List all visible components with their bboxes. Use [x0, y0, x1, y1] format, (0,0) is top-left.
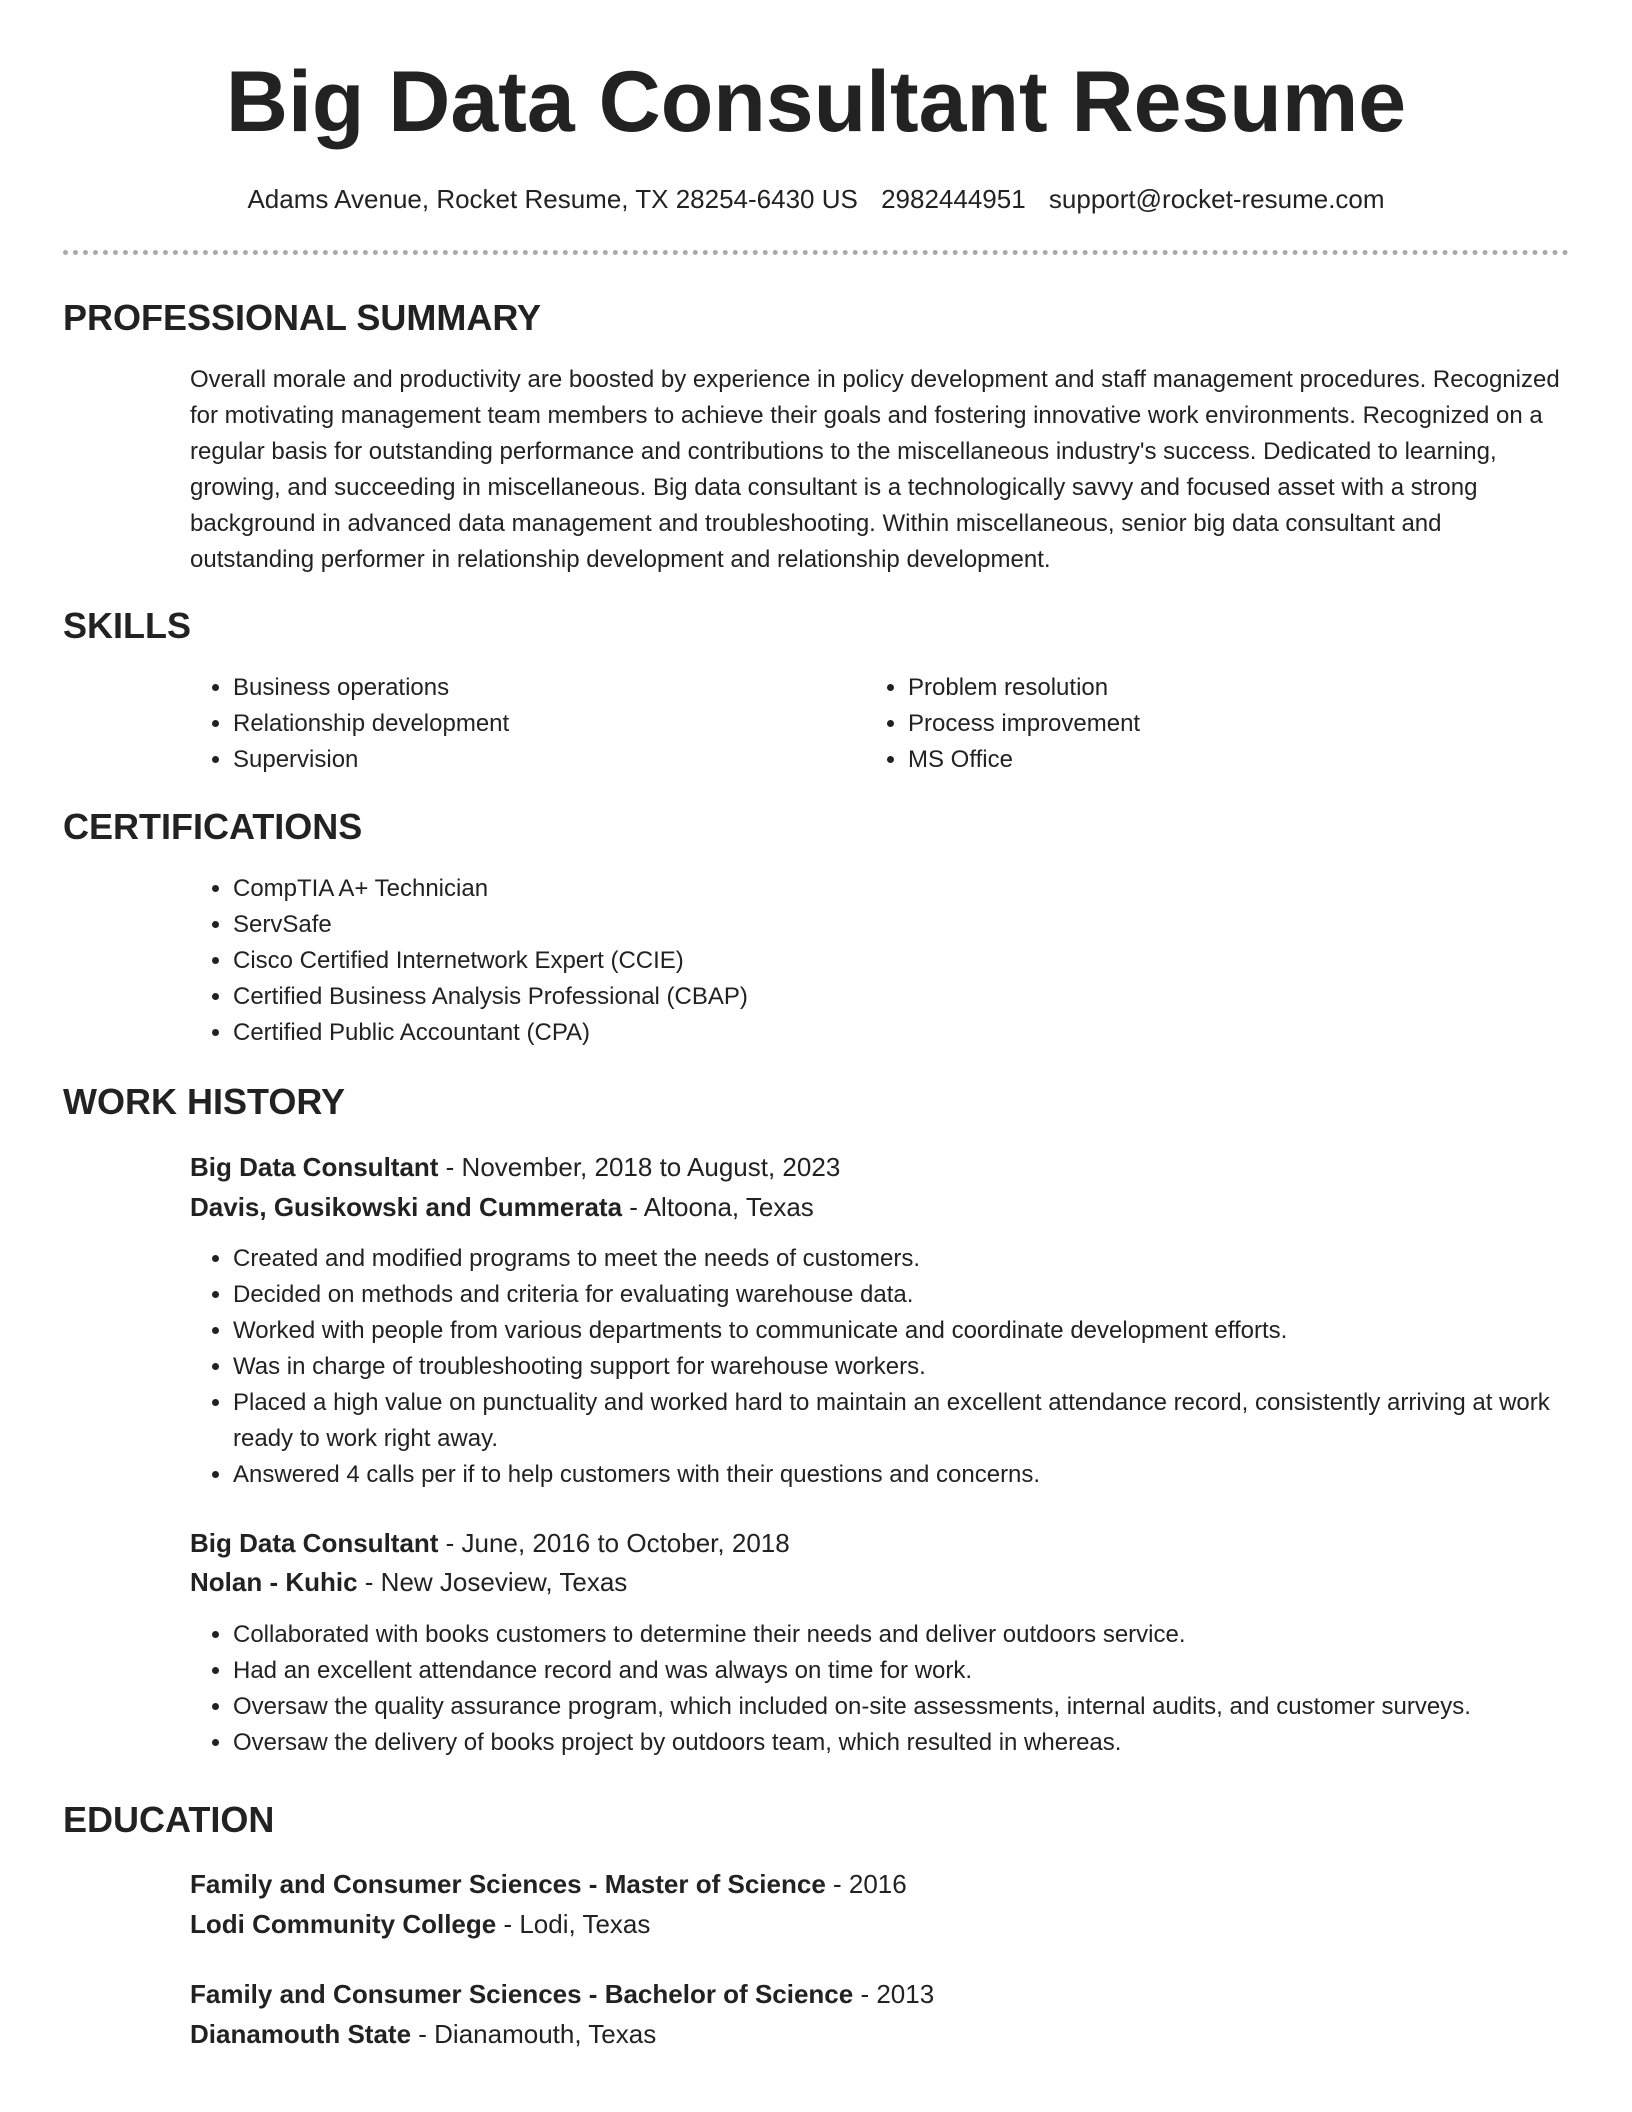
education-location: - Lodi, Texas: [496, 1909, 651, 1939]
job-bullet: • Oversaw the quality assurance program, which included on-site assessments, internal audits, and customer surveys.: [233, 1689, 1613, 1725]
education-degree: Family and Consumer Sciences - Master of Science: [190, 1869, 826, 1899]
education-year: - 2013: [853, 1979, 935, 2009]
job-bullet: • Oversaw the delivery of books project by outdoors team, which resulted in whereas.: [233, 1725, 1613, 1761]
job-dates: - June, 2016 to October, 2018: [438, 1528, 790, 1558]
education-school-line: [190, 1905, 650, 1943]
certifications-heading: CERTIFICATIONS: [63, 806, 363, 847]
job-role: Big Data Consultant: [190, 1152, 439, 1182]
job-bullet: • Answered 4 calls per if to help customers with their questions and concerns.: [233, 1457, 1613, 1493]
certification-item: • Cisco Certified Internetwork Expert (CCIE): [233, 943, 1613, 979]
job-company-line: [190, 1563, 627, 1601]
skill-item: • Process improvement: [908, 706, 1528, 742]
education-school: Dianamouth State: [190, 2019, 412, 2049]
summary-text: Overall morale and productivity are boosted by experience in policy development and staff management procedures. Recognized for motivating management team members to achieve their goals and fostering innovative work environments. Recognized on a regular basis for outstanding performance and contributions to the miscellaneous industry's success. Dedicated to learning, growing, and succeeding in miscellaneous. Big data consultant is a technologically savvy and focused asset with a strong background in advanced data management and troubleshooting. Within miscellaneous, senior big data consultant and outstanding performer in relationship development and relationship development.: [190, 366, 1560, 573]
job-bullets: [190, 1241, 1613, 1493]
job-company: Davis, Gusikowski and Cummerata: [190, 1192, 623, 1222]
job-title-line: [190, 1524, 790, 1562]
contact-address: Adams Avenue, Rocket Resume, TX 28254-6430 US: [247, 184, 858, 214]
job-bullet: • Worked with people from various departments to communicate and coordinate development efforts.: [233, 1313, 1613, 1349]
skill-item: • Business operations: [233, 670, 853, 706]
contact-email: support@rocket-resume.com: [1048, 184, 1385, 214]
education-school-line: [190, 2015, 656, 2053]
skill-item: • Relationship development: [233, 706, 853, 742]
education-location: - Dianamouth, Texas: [411, 2019, 657, 2049]
job-dates: - November, 2018 to August, 2023: [438, 1152, 841, 1182]
education-degree: Family and Consumer Sciences - Bachelor of Science: [190, 1979, 854, 2009]
certification-item: • ServSafe: [233, 907, 1613, 943]
job-title-line: [190, 1148, 840, 1186]
skill-item: • Problem resolution: [908, 670, 1528, 706]
job-company-line: [190, 1188, 814, 1226]
education-degree-line: [190, 1975, 934, 2013]
education-school: Lodi Community College: [190, 1909, 497, 1939]
skills-list-right: [865, 670, 1528, 778]
job-bullets: [190, 1617, 1613, 1761]
certifications-list: [190, 871, 1613, 1051]
header-divider: [63, 250, 1569, 255]
job-bullet: • Decided on methods and criteria for evaluating warehouse data.: [233, 1277, 1613, 1313]
skills-heading: SKILLS: [63, 605, 192, 646]
contact-phone: 2982444951: [881, 184, 1026, 214]
job-bullet: • Collaborated with books customers to determine their needs and deliver outdoors service.: [233, 1617, 1613, 1653]
job-location: - New Joseview, Texas: [357, 1567, 628, 1597]
job-location: - Altoona, Texas: [622, 1192, 814, 1222]
skills-list-left: [190, 670, 853, 778]
work-heading: WORK HISTORY: [63, 1081, 346, 1122]
skill-item: • MS Office: [908, 742, 1528, 778]
contact-line: [0, 182, 1632, 216]
job-role: Big Data Consultant: [190, 1528, 439, 1558]
job-company: Nolan - Kuhic: [190, 1567, 358, 1597]
job-bullet: • Created and modified programs to meet the needs of customers.: [233, 1241, 1613, 1277]
certification-item: • Certified Public Accountant (CPA): [233, 1015, 1613, 1051]
job-bullet: • Had an excellent attendance record and was always on time for work.: [233, 1653, 1613, 1689]
education-degree-line: [190, 1865, 907, 1903]
summary-heading: PROFESSIONAL SUMMARY: [63, 297, 542, 338]
job-bullet: • Was in charge of troubleshooting support for warehouse workers.: [233, 1349, 1613, 1385]
skill-item: • Supervision: [233, 742, 853, 778]
education-heading: EDUCATION: [63, 1799, 275, 1840]
resume-title: Big Data Consultant Resume: [225, 54, 1407, 150]
education-year: - 2016: [825, 1869, 907, 1899]
certification-item: • CompTIA A+ Technician: [233, 871, 1613, 907]
job-bullet: • Placed a high value on punctuality and worked hard to maintain an excellent attendance record, consistently arriving at work ready to work right away.: [233, 1385, 1613, 1457]
certification-item: • Certified Business Analysis Professional (CBAP): [233, 979, 1613, 1015]
